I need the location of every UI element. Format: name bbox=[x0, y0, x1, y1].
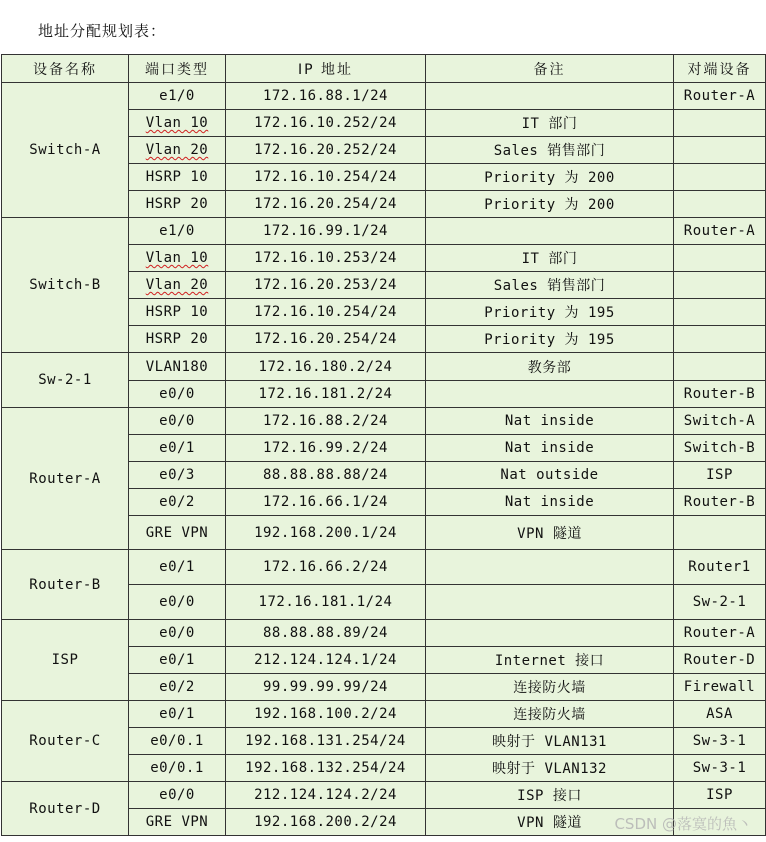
port-cell bbox=[129, 516, 226, 550]
port-cell bbox=[129, 728, 226, 755]
ip-address-cell-text: 192.168.100.2/24 bbox=[254, 706, 397, 722]
header-ip-address: IP 地址 bbox=[226, 55, 426, 83]
peer-device-cell bbox=[674, 326, 766, 353]
ip-address-cell bbox=[226, 137, 426, 164]
peer-device-cell bbox=[674, 782, 766, 809]
port-cell bbox=[129, 809, 226, 836]
note-cell bbox=[426, 674, 674, 701]
note-cell bbox=[426, 516, 674, 550]
port-cell bbox=[129, 299, 226, 326]
peer-device-cell-text: Router-A bbox=[683, 223, 756, 239]
port-cell-text: e0/0 bbox=[159, 625, 195, 641]
ip-address-cell bbox=[226, 381, 426, 408]
note-cell bbox=[426, 191, 674, 218]
ip-address-cell-text: 172.16.181.1/24 bbox=[258, 594, 393, 610]
ip-address-cell bbox=[226, 83, 426, 110]
peer-device-cell bbox=[674, 191, 766, 218]
peer-device-cell bbox=[674, 620, 766, 647]
port-cell bbox=[129, 408, 226, 435]
port-cell bbox=[129, 191, 226, 218]
ip-address-cell bbox=[226, 782, 426, 809]
port-cell bbox=[129, 326, 226, 353]
ip-address-cell-text: 172.16.181.2/24 bbox=[258, 386, 393, 402]
peer-device-cell bbox=[674, 353, 766, 381]
port-cell bbox=[129, 674, 226, 701]
note-cell bbox=[426, 550, 674, 585]
ip-address-cell-text: 172.16.20.254/24 bbox=[254, 196, 397, 212]
note-cell bbox=[426, 110, 674, 137]
ip-address-cell-text: 172.16.88.2/24 bbox=[262, 413, 388, 429]
port-cell bbox=[129, 272, 226, 299]
ip-address-cell bbox=[226, 755, 426, 782]
port-cell-text: e0/2 bbox=[159, 494, 195, 510]
port-cell-text: e0/0 bbox=[159, 594, 195, 610]
note-cell bbox=[426, 728, 674, 755]
port-cell bbox=[129, 164, 226, 191]
note-cell bbox=[426, 137, 674, 164]
note-cell bbox=[426, 408, 674, 435]
note-cell bbox=[426, 353, 674, 381]
peer-device-cell bbox=[674, 272, 766, 299]
ip-address-cell bbox=[226, 674, 426, 701]
table-row bbox=[2, 83, 766, 110]
ip-address-cell bbox=[226, 701, 426, 728]
note-cell-text: Nat inside bbox=[504, 413, 595, 429]
port-cell-text: e0/0 bbox=[159, 413, 195, 429]
port-cell bbox=[129, 489, 226, 516]
note-cell bbox=[426, 585, 674, 620]
table-row bbox=[2, 550, 766, 585]
ip-address-cell bbox=[226, 550, 426, 585]
table-row bbox=[2, 701, 766, 728]
note-cell bbox=[426, 462, 674, 489]
peer-device-cell-text: Sw-3-1 bbox=[692, 760, 747, 776]
port-cell-text: HSRP 20 bbox=[145, 196, 209, 212]
note-cell-text: Sales 销售部门 bbox=[493, 143, 606, 159]
ip-address-cell-text: 172.16.66.1/24 bbox=[262, 494, 388, 510]
note-cell-text: Priority 为 200 bbox=[484, 170, 615, 186]
port-cell-text: Vlan 20 bbox=[145, 277, 209, 293]
port-cell bbox=[129, 701, 226, 728]
ip-address-cell-text: 192.168.200.2/24 bbox=[254, 814, 397, 830]
port-cell bbox=[129, 755, 226, 782]
peer-device-cell-text: Router1 bbox=[688, 559, 751, 575]
device-name-cell: Sw-2-1 bbox=[2, 353, 129, 408]
ip-address-cell-text: 172.16.10.254/24 bbox=[254, 169, 397, 185]
port-cell-text: GRE VPN bbox=[145, 524, 209, 541]
note-cell bbox=[426, 164, 674, 191]
header-device-name: 设备名称 bbox=[2, 55, 129, 83]
note-cell-text: VPN 隧道 bbox=[517, 525, 582, 542]
port-cell-text: e0/1 bbox=[159, 706, 195, 722]
device-name-cell: Router-C bbox=[2, 701, 129, 782]
ip-address-cell bbox=[226, 435, 426, 462]
port-cell-text: e1/0 bbox=[159, 88, 195, 104]
ip-address-cell bbox=[226, 353, 426, 381]
ip-address-cell-text: 172.16.20.252/24 bbox=[254, 142, 397, 158]
note-cell bbox=[426, 647, 674, 674]
peer-device-cell bbox=[674, 647, 766, 674]
port-cell bbox=[129, 462, 226, 489]
note-cell bbox=[426, 701, 674, 728]
port-cell bbox=[129, 647, 226, 674]
peer-device-cell-text: ASA bbox=[706, 706, 733, 722]
ip-address-cell-text: 172.16.180.2/24 bbox=[258, 358, 393, 375]
header-note: 备注 bbox=[426, 55, 674, 83]
note-cell-text: Priority 为 200 bbox=[484, 197, 615, 213]
peer-device-cell bbox=[674, 489, 766, 516]
port-cell bbox=[129, 620, 226, 647]
note-cell-text: Priority 为 195 bbox=[484, 332, 615, 348]
ip-address-cell bbox=[226, 585, 426, 620]
port-cell-text: e0/3 bbox=[159, 467, 195, 483]
ip-address-cell bbox=[226, 489, 426, 516]
peer-device-cell-text: Router-B bbox=[683, 494, 756, 510]
peer-device-cell bbox=[674, 550, 766, 585]
table-row bbox=[2, 353, 766, 381]
port-cell-text: e1/0 bbox=[159, 223, 195, 239]
peer-device-cell bbox=[674, 585, 766, 620]
ip-address-cell-text: 172.16.10.254/24 bbox=[254, 304, 397, 320]
port-cell bbox=[129, 110, 226, 137]
ip-address-cell-text: 192.168.132.254/24 bbox=[245, 760, 406, 776]
peer-device-cell-text: ISP bbox=[706, 467, 733, 483]
port-cell-text: Vlan 10 bbox=[145, 250, 209, 266]
device-name-cell: Router-B bbox=[2, 550, 129, 620]
ip-address-cell-text: 88.88.88.88/24 bbox=[262, 467, 388, 483]
ip-address-cell bbox=[226, 326, 426, 353]
ip-address-cell-text: 172.16.20.254/24 bbox=[254, 331, 397, 347]
note-cell-text: VPN 隧道 bbox=[517, 815, 582, 831]
device-name-cell: Switch-B bbox=[2, 218, 129, 353]
page-title: 地址分配规划表： bbox=[38, 22, 167, 40]
ip-address-cell bbox=[226, 462, 426, 489]
port-cell-text: Vlan 10 bbox=[145, 115, 209, 131]
port-cell-text: HSRP 10 bbox=[145, 304, 209, 320]
note-cell-text: 映射于 VLAN132 bbox=[492, 761, 607, 777]
port-cell bbox=[129, 137, 226, 164]
peer-device-cell bbox=[674, 164, 766, 191]
peer-device-cell bbox=[674, 435, 766, 462]
port-cell bbox=[129, 585, 226, 620]
ip-address-cell bbox=[226, 191, 426, 218]
table-row bbox=[2, 620, 766, 647]
ip-address-cell bbox=[226, 299, 426, 326]
peer-device-cell bbox=[674, 728, 766, 755]
note-cell-text: IT 部门 bbox=[521, 116, 578, 132]
ip-address-cell-text: 172.16.88.1/24 bbox=[262, 88, 388, 104]
peer-device-cell bbox=[674, 755, 766, 782]
note-cell-text: Sales 销售部门 bbox=[493, 278, 606, 294]
note-cell bbox=[426, 755, 674, 782]
peer-device-cell-text: Router-A bbox=[683, 88, 756, 104]
port-cell-text: e0/2 bbox=[159, 679, 195, 695]
ip-address-cell-text: 192.168.131.254/24 bbox=[245, 733, 406, 749]
note-cell-text: Internet 接口 bbox=[494, 653, 605, 669]
port-cell bbox=[129, 782, 226, 809]
note-cell-text: Nat inside bbox=[504, 494, 595, 510]
note-cell-text: 连接防火墙 bbox=[513, 707, 586, 723]
port-cell bbox=[129, 381, 226, 408]
table-row bbox=[2, 782, 766, 809]
ip-address-cell bbox=[226, 728, 426, 755]
peer-device-cell-text: Sw-3-1 bbox=[692, 733, 747, 749]
peer-device-cell-text: ISP bbox=[706, 787, 733, 803]
ip-address-cell-text: 172.16.66.2/24 bbox=[262, 559, 388, 575]
ip-address-cell-text: 212.124.124.1/24 bbox=[254, 652, 397, 668]
ip-address-cell bbox=[226, 110, 426, 137]
address-plan-table bbox=[1, 54, 766, 836]
csdn-watermark: CSDN @落寞的魚丶 bbox=[614, 815, 752, 833]
peer-device-cell-text: Firewall bbox=[683, 679, 756, 695]
ip-address-cell-text: 192.168.200.1/24 bbox=[254, 524, 397, 541]
port-cell-text: e0/0 bbox=[159, 386, 195, 402]
note-cell bbox=[426, 435, 674, 462]
ip-address-cell-text: 212.124.124.2/24 bbox=[254, 787, 397, 803]
device-name-cell: ISP bbox=[2, 620, 129, 701]
note-cell bbox=[426, 381, 674, 408]
ip-address-cell-text: 99.99.99.99/24 bbox=[262, 679, 388, 695]
peer-device-cell-text: Router-B bbox=[683, 386, 756, 402]
peer-device-cell-text: Router-A bbox=[683, 625, 756, 641]
ip-address-cell bbox=[226, 620, 426, 647]
note-cell-text: ISP 接口 bbox=[517, 788, 582, 804]
note-cell-text: 连接防火墙 bbox=[513, 680, 586, 696]
ip-address-cell bbox=[226, 272, 426, 299]
ip-address-cell bbox=[226, 164, 426, 191]
ip-address-cell bbox=[226, 516, 426, 550]
port-cell-text: e0/1 bbox=[159, 559, 195, 575]
peer-device-cell bbox=[674, 299, 766, 326]
ip-address-cell bbox=[226, 647, 426, 674]
ip-address-cell-text: 172.16.99.2/24 bbox=[262, 440, 388, 456]
note-cell-text: IT 部门 bbox=[521, 251, 578, 267]
ip-address-cell bbox=[226, 245, 426, 272]
port-cell bbox=[129, 550, 226, 585]
ip-address-cell bbox=[226, 218, 426, 245]
note-cell-text: Priority 为 195 bbox=[484, 305, 615, 321]
note-cell-text: Nat inside bbox=[504, 440, 595, 456]
port-cell-text: e0/0 bbox=[159, 787, 195, 803]
note-cell bbox=[426, 620, 674, 647]
note-cell bbox=[426, 782, 674, 809]
port-cell bbox=[129, 435, 226, 462]
note-cell bbox=[426, 83, 674, 110]
note-cell-text: 教务部 bbox=[527, 359, 572, 376]
peer-device-cell-text: Router-D bbox=[683, 652, 756, 668]
device-name-cell: Router-D bbox=[2, 782, 129, 836]
note-cell bbox=[426, 218, 674, 245]
peer-device-cell-text: Switch-A bbox=[683, 413, 756, 429]
ip-address-cell bbox=[226, 809, 426, 836]
note-cell bbox=[426, 809, 674, 836]
peer-device-cell bbox=[674, 381, 766, 408]
port-cell-text: VLAN180 bbox=[145, 358, 209, 375]
table-header-row bbox=[2, 55, 766, 83]
peer-device-cell bbox=[674, 83, 766, 110]
peer-device-cell bbox=[674, 516, 766, 550]
port-cell-text: HSRP 10 bbox=[145, 169, 209, 185]
note-cell-text: Nat outside bbox=[500, 467, 599, 483]
header-peer-device: 对端设备 bbox=[674, 55, 766, 83]
port-cell-text: e0/1 bbox=[159, 440, 195, 456]
port-cell-text: e0/0.1 bbox=[150, 733, 204, 749]
port-cell-text: HSRP 20 bbox=[145, 331, 209, 347]
ip-address-cell-text: 172.16.20.253/24 bbox=[254, 277, 397, 293]
note-cell bbox=[426, 326, 674, 353]
table-row bbox=[2, 218, 766, 245]
peer-device-cell bbox=[674, 110, 766, 137]
device-name-cell: Switch-A bbox=[2, 83, 129, 218]
note-cell bbox=[426, 489, 674, 516]
peer-device-cell-text: Switch-B bbox=[683, 440, 756, 456]
note-cell bbox=[426, 245, 674, 272]
port-cell-text: e0/0.1 bbox=[150, 760, 204, 776]
peer-device-cell bbox=[674, 137, 766, 164]
port-cell-text: GRE VPN bbox=[145, 814, 209, 830]
header-port-type: 端口类型 bbox=[129, 55, 226, 83]
peer-device-cell bbox=[674, 218, 766, 245]
note-cell-text: 映射于 VLAN131 bbox=[492, 734, 607, 750]
port-cell-text: Vlan 20 bbox=[145, 142, 209, 158]
table-body bbox=[2, 83, 766, 836]
ip-address-cell-text: 88.88.88.89/24 bbox=[262, 625, 388, 641]
port-cell-text: e0/1 bbox=[159, 652, 195, 668]
table-row bbox=[2, 408, 766, 435]
device-name-cell: Router-A bbox=[2, 408, 129, 550]
ip-address-cell-text: 172.16.10.253/24 bbox=[254, 250, 397, 266]
note-cell bbox=[426, 272, 674, 299]
peer-device-cell bbox=[674, 462, 766, 489]
port-cell bbox=[129, 83, 226, 110]
ip-address-cell bbox=[226, 408, 426, 435]
peer-device-cell-text: Sw-2-1 bbox=[692, 594, 747, 610]
ip-address-cell-text: 172.16.99.1/24 bbox=[262, 223, 388, 239]
peer-device-cell bbox=[674, 674, 766, 701]
peer-device-cell bbox=[674, 701, 766, 728]
peer-device-cell bbox=[674, 245, 766, 272]
ip-address-cell-text: 172.16.10.252/24 bbox=[254, 115, 397, 131]
port-cell bbox=[129, 218, 226, 245]
port-cell bbox=[129, 353, 226, 381]
peer-device-cell bbox=[674, 408, 766, 435]
port-cell bbox=[129, 245, 226, 272]
peer-device-cell bbox=[674, 809, 766, 836]
note-cell bbox=[426, 299, 674, 326]
